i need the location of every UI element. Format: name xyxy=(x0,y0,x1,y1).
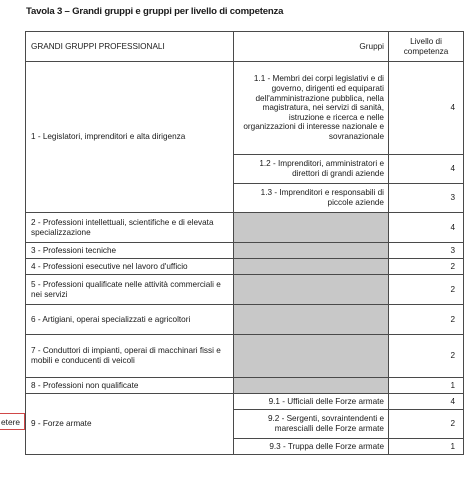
group-cell: 9 - Forze armate xyxy=(26,394,234,455)
shaded-cell xyxy=(234,259,389,275)
level-cell: 2 xyxy=(389,410,464,439)
competence-table xyxy=(25,31,464,455)
group-cell: 1 - Legislatori, imprenditori e alta dirigenza xyxy=(26,62,234,213)
group-cell: 6 - Artigiani, operai specializzati e agricoltori xyxy=(26,305,234,335)
level-cell: 2 xyxy=(389,335,464,378)
header-grandi-gruppi: GRANDI GRUPPI PROFESSIONALI xyxy=(26,32,234,62)
level-cell: 3 xyxy=(389,184,464,213)
level-cell: 4 xyxy=(389,213,464,243)
table-row xyxy=(26,213,464,243)
shaded-cell xyxy=(234,213,389,243)
level-cell: 2 xyxy=(389,305,464,335)
subgroup-cell: 9.2 - Sergenti, sovraintendenti e marescialli delle Forze armate xyxy=(234,410,389,439)
table-row xyxy=(26,335,464,378)
header-gruppi: Gruppi xyxy=(234,32,389,62)
subgroup-cell: 1.3 - Imprenditori e responsabili di piccole aziende xyxy=(234,184,389,213)
group-cell: 8 - Professioni non qualificate xyxy=(26,378,234,394)
shaded-cell xyxy=(234,378,389,394)
table-row xyxy=(26,243,464,259)
table-row xyxy=(26,305,464,335)
shaded-cell xyxy=(234,335,389,378)
shaded-cell xyxy=(234,305,389,335)
subgroup-cell: 1.1 - Membri dei corpi legislativi e di governo, dirigenti ed equiparati dell'amministrazione pubblica, nella magistratura, nei servizi di sanità, istruzione e ricerca e nelle organizzazioni di interesse nazionale e sovranazionale xyxy=(234,62,389,155)
subgroup-cell: 1.2 - Imprenditori, amministratori e direttori di grandi aziende xyxy=(234,155,389,184)
group-cell: 4 - Professioni esecutive nel lavoro d'ufficio xyxy=(26,259,234,275)
table-title: Tavola 3 – Grandi gruppi e gruppi per livello di competenza xyxy=(26,6,284,17)
level-cell: 4 xyxy=(389,394,464,410)
subgroup-cell: 9.3 - Truppa delle Forze armate xyxy=(234,439,389,455)
group-cell: 3 - Professioni tecniche xyxy=(26,243,234,259)
table-row xyxy=(26,62,464,155)
subgroup-cell: 9.1 - Ufficiali delle Forze armate xyxy=(234,394,389,410)
shaded-cell xyxy=(234,275,389,305)
level-cell: 1 xyxy=(389,378,464,394)
level-cell: 3 xyxy=(389,243,464,259)
group-cell: 5 - Professioni qualificate nelle attività commerciali e nei servizi xyxy=(26,275,234,305)
table-header-row xyxy=(26,32,464,62)
level-cell: 1 xyxy=(389,439,464,455)
level-cell: 4 xyxy=(389,155,464,184)
group-cell: 2 - Professioni intellettuali, scientifiche e di elevata specializzazione xyxy=(26,213,234,243)
table-row xyxy=(26,275,464,305)
table-row xyxy=(26,394,464,410)
overlay-tab[interactable]: etere xyxy=(0,413,25,430)
table-row xyxy=(26,378,464,394)
shaded-cell xyxy=(234,243,389,259)
level-cell: 2 xyxy=(389,259,464,275)
header-livello: Livello di competenza xyxy=(389,32,464,62)
level-cell: 4 xyxy=(389,62,464,155)
group-cell: 7 - Conduttori di impianti, operai di macchinari fissi e mobili e conducenti di veicoli xyxy=(26,335,234,378)
table-row xyxy=(26,259,464,275)
level-cell: 2 xyxy=(389,275,464,305)
